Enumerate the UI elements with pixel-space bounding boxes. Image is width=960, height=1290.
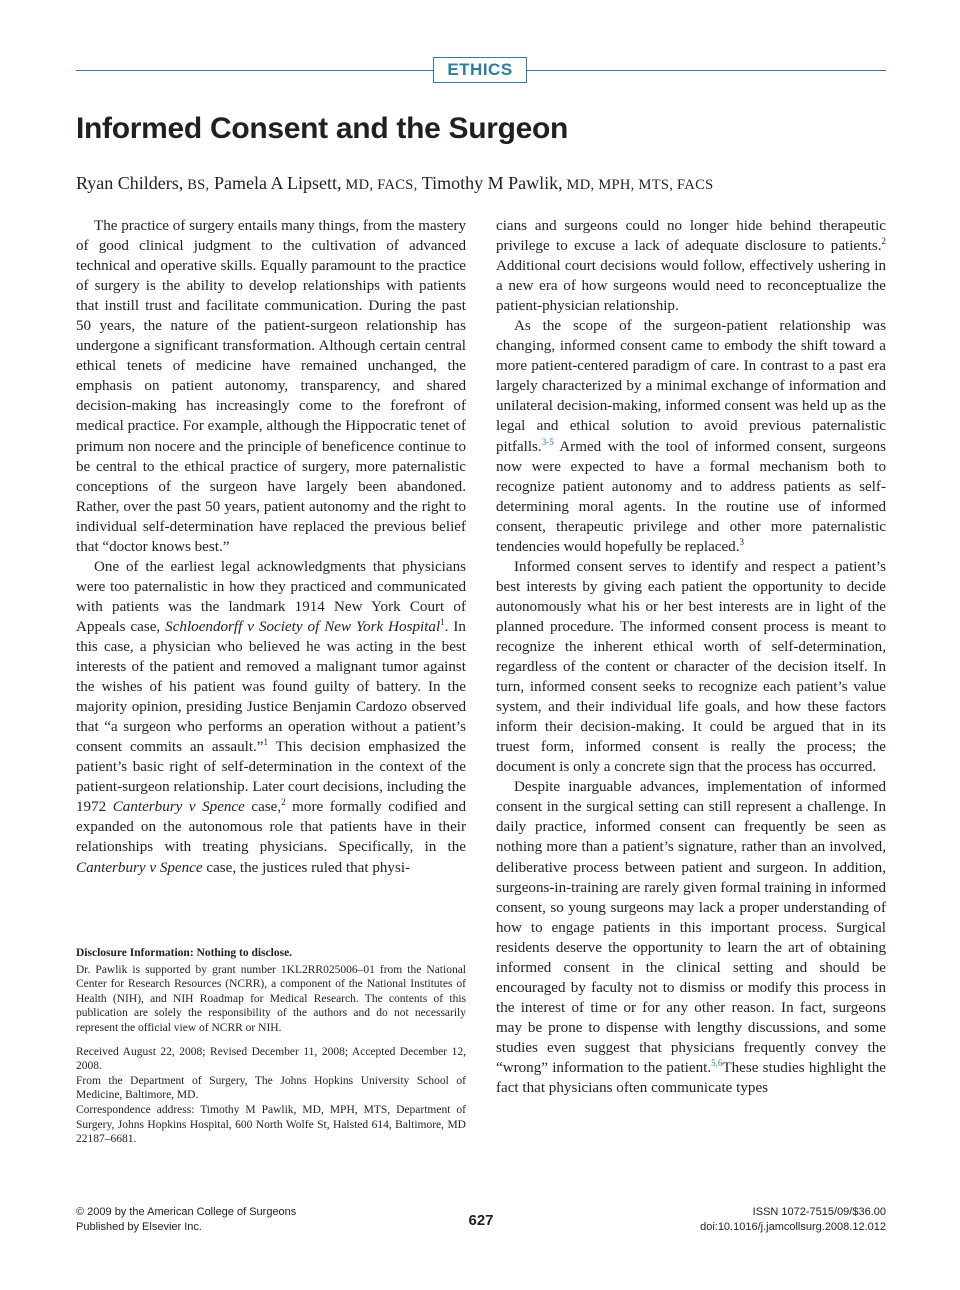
- disclosure-note: Disclosure Information: Nothing to disclose.: [76, 947, 293, 959]
- correspondence-note: Correspondence address: Timothy M Pawlik, MD, MPH, MTS, Department of Surgery, Johns Hopkins Hospital, 600 North Wolfe St, Halsted 614, Baltimore, MD 22187–6681.: [76, 1103, 466, 1146]
- issn-text: ISSN 1072-7515/09/$36.00: [752, 1206, 886, 1218]
- copyright-text: © 2009 by the American College of Surgeons: [76, 1206, 297, 1218]
- funding-note: Dr. Pawlik is supported by grant number 1KL2RR025006–01 from the National Center for Research Resources (NCRR), a component of the National Institutes of Health (NIH), and NIH Roadmap for Medical Research. The contents of this publication are solely the responsibility of the authors and do not necessarily represent the official view of NCRR or NIH.: [76, 963, 466, 1034]
- author-credentials: MD, MPH, MTS, FACS: [562, 177, 714, 193]
- case-citation: Schloendorff v Society of New York Hospital: [165, 618, 441, 635]
- body-paragraph: One of the earliest legal acknowledgments that physicians were too paternalistic in how they practiced and communicated with patients was the landmark 1914 New York Court of Appeals case, Schloendorff v Society of New York Hospital$^1$. In this case, a physician who believed he was acting in the best interests of the patient and removed a malignant tumor against the wishes of his patient was found guilty of battery. In the majority opinion, presiding Justice Benjamin Cardozo observed that “a surgeon who performs an operation without a patient’s consent commits an assault.”$^1$ This decision emphasized the patient’s basic right of self-determination in the context of the patient-surgeon relationship. Later court decisions, including the 1972 Canterbury v Spence case,$^2$ more formally codified and expanded on the autonomous role that patients have in their relationships with treating physicians. Specifically, in the Canterbury v Spence case, the justices ruled that physi-: [76, 558, 466, 876]
- page-number: 627: [468, 1212, 494, 1229]
- received-note: Received August 22, 2008; Revised December 11, 2008; Accepted December 12, 2008.: [76, 1045, 466, 1073]
- author-credentials: MD, FACS,: [341, 177, 418, 193]
- reference-mark: 3-5: [541, 436, 554, 447]
- reference-mark: 5,6: [711, 1057, 723, 1068]
- reference-mark: 3: [739, 536, 745, 547]
- reference-mark: 2: [881, 236, 886, 247]
- reference-mark: 2: [281, 797, 286, 808]
- doi-link[interactable]: doi:10.1016/j.jamcollsurg.2008.12.012: [700, 1221, 886, 1233]
- body-paragraph: The practice of surgery entails many things, from the mastery of good clinical judgment to the cultivation of advanced technical and operative skills. Equally paramount to the practice of surgery is the ability to develop relationships with patients that instill trust and facilitate communication. During the past 50 years, the nature of the patient-surgeon relationship has undergone a significant transformation. Although certain central ethical tenets of medicine have remained unchanged, the emphasis on patient autonomy, transparency, and shared decision-making has increasingly come to the forefront of medical practice. For example, although the Hippocratic tenet of primum non nocere and the principle of beneficence continue to be central to the ethical practice of surgery, more paternalistic conceptions of the surgeon have largely been abandoned. Rather, over the past 50 years, patient autonomy and the right to individual self-determination have replaced the previous belief that “doctor knows best.”: [76, 218, 466, 555]
- reference-mark: 1: [440, 616, 445, 627]
- article-title: Informed Consent and the Surgeon: [76, 112, 569, 145]
- author-credentials: BS,: [183, 177, 210, 193]
- footer-right: [700, 1205, 886, 1235]
- right-column: [496, 216, 886, 1098]
- author-list: [76, 173, 713, 194]
- section-label: ETHICS: [433, 57, 527, 83]
- body-paragraph: As the scope of the surgeon-patient relationship was changing, informed consent came to embody the shift toward a more patient-centered paradigm of care. In contrast to a past era largely characterized by a minimal exchange of information and unilateral decision-making, informed consent was held up as the legal and ethical solution to avoid previous paternalistic pitfalls.$^{3-5}$ Armed with the tool of informed consent, surgeons now were expected to have a formal mechanism both to recognize patient autonomy and to address patients as self-determining moral agents. In the routine use of informed consent, therapeutic privilege and other more paternalistic tendencies would hopefully be replaced.$^3$: [496, 318, 886, 555]
- author-name: Timothy M Pawlik,: [417, 173, 563, 193]
- reference-mark: 1: [263, 737, 268, 748]
- body-paragraph: Despite inarguable advances, implementation of informed consent in the surgical setting can still represent a challenge. In daily practice, informed consent can frequently be seen as nothing more than a patient’s signature, rather than an involved, deliberative process between patient and surgeon. In addition, surgeons-in-training are rarely given formal training in informed consent, so young surgeons may lack a proper understanding of how to engage patients in this important process. Surgical residents deserve the opportunity to learn the art of obtaining informed consent in the clinical setting and should be encouraged by faculty not to dismiss or modify this process in the interest of time or for any other reason. In fact, surgeons may be prone to dispense with lengthy discussions, and some studies even suggest that physicians frequently convey the “wrong” information to the patient.$^{5,6}$These studies highlight the fact that physicians often communicate types: [496, 779, 886, 1097]
- affiliation-note: From the Department of Surgery, The Johns Hopkins University School of Medicine, Baltimore, MD.: [76, 1074, 466, 1102]
- publisher-text: Published by Elsevier Inc.: [76, 1221, 202, 1233]
- body-paragraph: Informed consent serves to identify and respect a patient’s best interests by giving each patient the opportunity to decide autonomously what his or her best interests are in light of the planned procedure. The informed consent process is meant to recognize the inherent ethical worth of self-determination, regardless of the content or character of the decision itself. In turn, informed consent seeks to recognize each patient’s value system, and their individual life goals, and how these factors inform their decision-making. It could be argued that in its truest form, informed consent is really the process; the document is only a concrete sign that the process has occurred.: [496, 558, 886, 776]
- author-name: Pamela A Lipsett,: [209, 173, 342, 193]
- author-name: Ryan Childers,: [76, 173, 184, 193]
- body-paragraph: cians and surgeons could no longer hide behind therapeutic privilege to excuse a lack of adequate disclosure to patients.$^2$ Additional court decisions would follow, effectively ushering in a new era of how surgeons would need to reconceptualize the patient-physician relationship.: [496, 218, 886, 315]
- case-citation: Canterbury v Spence: [76, 859, 203, 876]
- left-column: [76, 216, 466, 878]
- footnotes: [76, 946, 466, 1147]
- case-citation: Canterbury v Spence: [112, 799, 245, 816]
